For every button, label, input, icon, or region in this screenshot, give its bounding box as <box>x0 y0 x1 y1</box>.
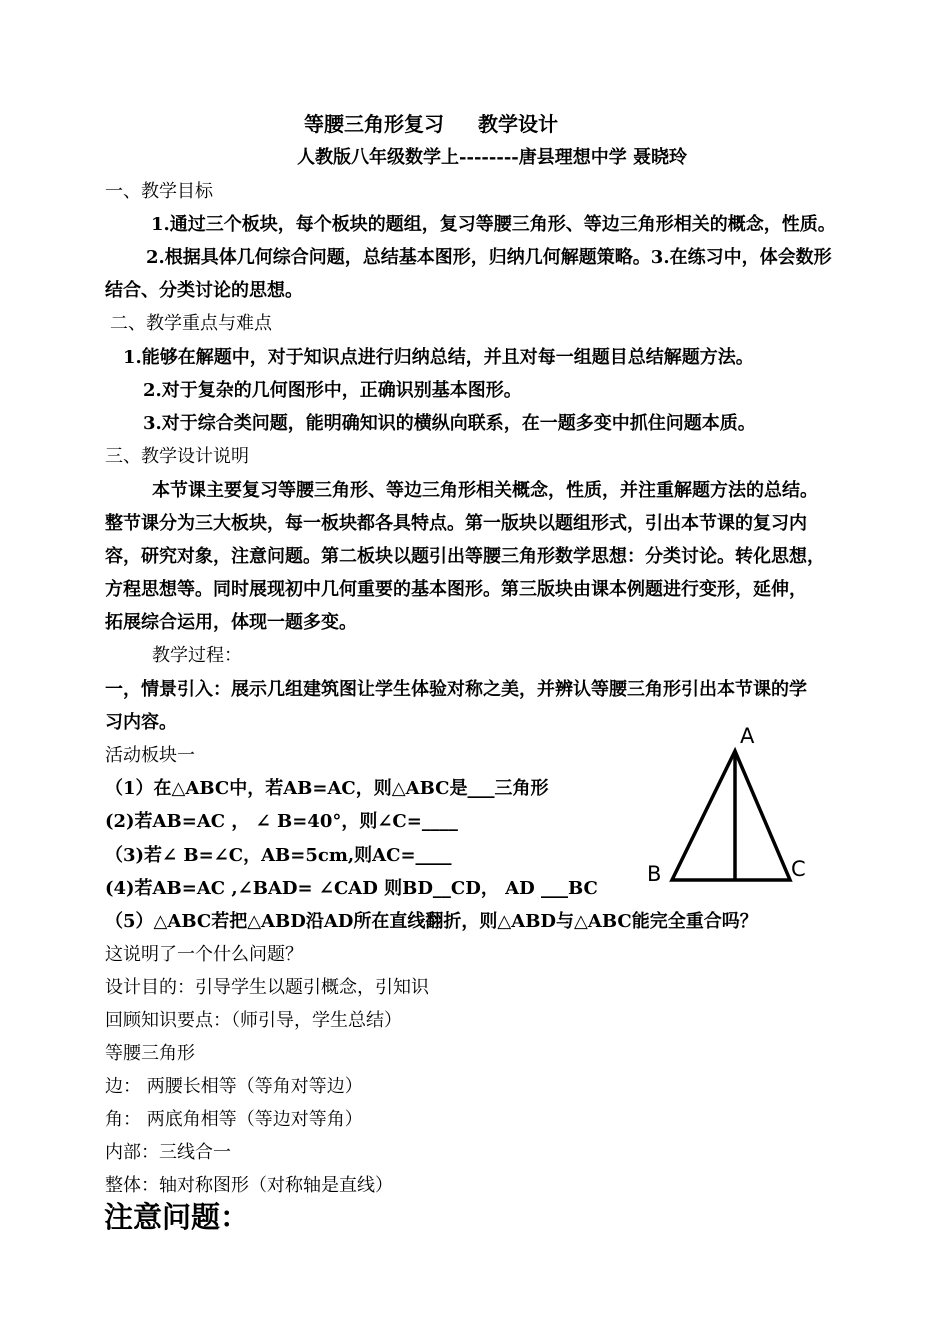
question-5: （5）△ABC若把△ABD沿AD所在直线翻折，则△ABD与△ABC能完全重合吗？ <box>105 911 758 932</box>
question-1: （1）在△ABC中，若AB=AC，则△ABC是___三角形 <box>105 778 549 799</box>
section-heading-design: 三、教学设计说明 <box>105 446 249 467</box>
design-purpose: 设计目的：引导学生以题引概念，引知识 <box>105 977 429 998</box>
intro-line-2: 习内容。 <box>105 712 177 733</box>
goal-2-cont: 结合、分类讨论的思想。 <box>105 280 303 301</box>
intro-line-1: 一，情景引入：展示几组建筑图让学生体验对称之美，并辨认等腰三角形引出本节课的学 <box>105 679 807 700</box>
review-inside: 内部：三线合一 <box>105 1142 231 1163</box>
question-6: 这说明了一个什么问题？ <box>105 944 303 965</box>
title-sub: 教学设计 <box>478 112 558 136</box>
design-para-2: 整节课分为三大板块，每一板块都各具特点。第一版块以题组形式，引出本节课的复习内 <box>105 513 807 534</box>
vertex-label-A: A <box>740 724 755 748</box>
review-points: 回顾知识要点：（师引导，学生总结） <box>105 1010 402 1031</box>
review-angle: 角： 两底角相等（等边对等角） <box>105 1109 363 1130</box>
isosceles-triangle-figure <box>640 718 820 888</box>
review-side: 边： 两腰长相等（等角对等边） <box>105 1076 363 1097</box>
key-3: 3.对于综合类问题，能明确知识的横纵向联系，在一题多变中抓住问题本质。 <box>143 413 756 434</box>
vertex-label-B: B <box>647 862 662 886</box>
question-4: (4)若AB=AC ,∠BAD= ∠CAD 则BD__CD， AD ___BC <box>105 878 598 899</box>
goal-1: 1.通过三个板块，每个板块的题组，复习等腰三角形、等边三角形相关的概念，性质。 <box>151 214 836 235</box>
section-heading-goals: 一、教学目标 <box>105 181 213 202</box>
key-1: 1.能够在解题中，对于知识点进行归纳总结，并且对每一组题目总结解题方法。 <box>123 347 754 368</box>
subtitle: 人教版八年级数学上--------唐县理想中学 聂晓玲 <box>297 147 688 168</box>
title-main: 等腰三角形复习 <box>304 112 444 136</box>
activity-heading: 活动板块一 <box>105 745 195 766</box>
design-para-1: 本节课主要复习等腰三角形、等边三角形相关概念，性质，并注重解题方法的总结。 <box>152 480 818 501</box>
triangle-outline <box>672 751 790 880</box>
design-para-4: 方程思想等。同时展现初中几何重要的基本图形。第三版块由课本例题进行变形，延伸， <box>105 579 807 600</box>
review-topic: 等腰三角形 <box>105 1043 195 1064</box>
question-3: （3)若∠ B=∠C，AB=5cm,则AC=____ <box>105 845 452 866</box>
note-heading: 注意问题： <box>104 1200 250 1234</box>
goal-2: 2.根据具体几何综合问题，总结基本图形，归纳几何解题策略。3.在练习中，体会数形 <box>146 247 832 268</box>
design-para-5: 拓展综合运用，体现一题多变。 <box>105 612 357 633</box>
design-para-3: 容，研究对象，注意问题。第二板块以题引出等腰三角形数学思想：分类讨论。转化思想， <box>105 546 825 567</box>
key-2: 2.对于复杂的几何图形中，正确识别基本图形。 <box>143 380 522 401</box>
question-2: (2)若AB=AC ， ∠ B=40°，则∠C=____ <box>105 811 458 832</box>
section-heading-keys: 二、教学重点与难点 <box>110 313 272 334</box>
vertex-label-C: C <box>791 857 806 881</box>
page-title <box>304 111 558 137</box>
process-label: 教学过程： <box>152 645 242 666</box>
review-whole: 整体：轴对称图形（对称轴是直线） <box>105 1175 393 1196</box>
